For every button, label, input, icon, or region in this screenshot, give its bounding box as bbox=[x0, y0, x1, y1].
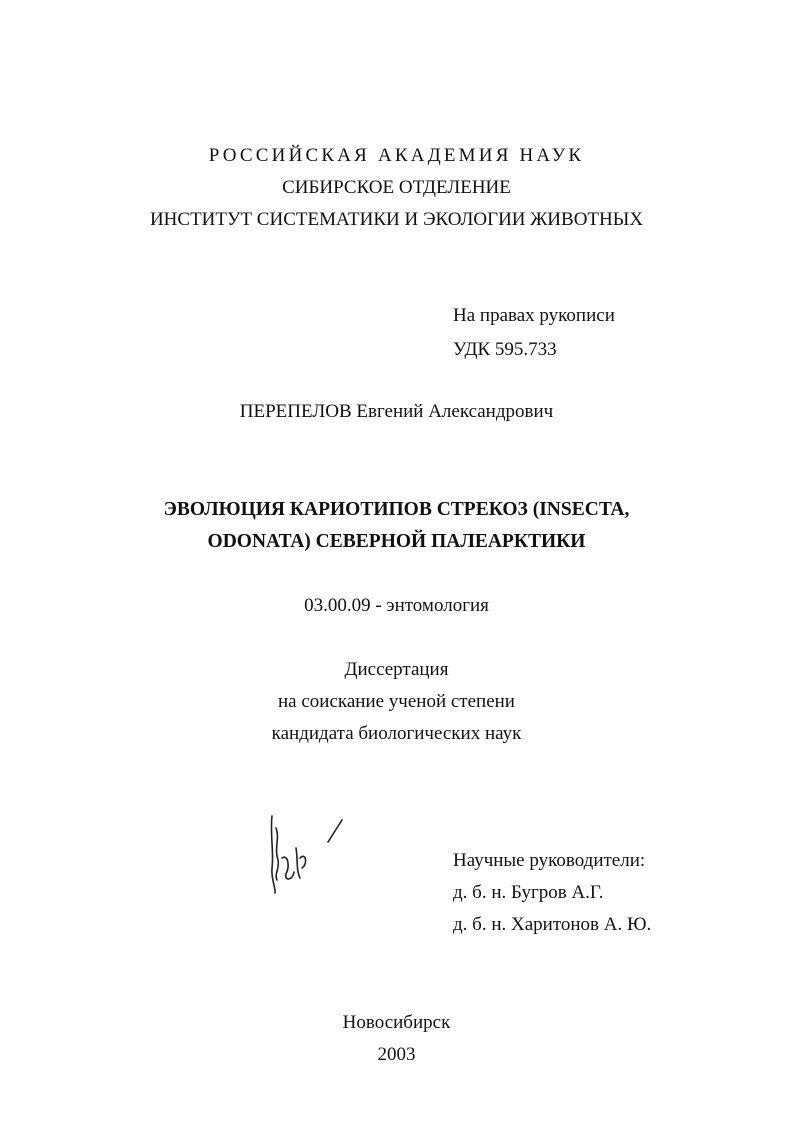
supervisor-2: д. б. н. Харитонов А. Ю. bbox=[453, 914, 652, 935]
branch-name: СИБИРСКОЕ ОТДЕЛЕНИЕ bbox=[282, 177, 511, 198]
author-name: ПЕРЕПЕЛОВ Евгений Александрович bbox=[239, 401, 554, 422]
manuscript-rights: На правах рукописи bbox=[453, 305, 615, 326]
degree-line-1: на соискание ученой степени bbox=[278, 691, 515, 712]
handwritten-signature bbox=[262, 808, 352, 898]
institute-name: ИНСТИТУТ СИСТЕМАТИКИ И ЭКОЛОГИИ ЖИВОТНЫХ bbox=[149, 209, 644, 230]
dissertation-label: Диссертация bbox=[344, 659, 449, 680]
year: 2003 bbox=[377, 1044, 416, 1065]
degree-line-2: кандидата биологических наук bbox=[271, 723, 522, 744]
title-line-2: ODONATA) СЕВЕРНОЙ ПАЛЕАРКТИКИ bbox=[207, 531, 586, 552]
academy-name: РОССИЙСКАЯ АКАДЕМИЯ НАУК bbox=[208, 145, 585, 166]
udc-code: УДК 595.733 bbox=[453, 339, 557, 360]
title-line-1: ЭВОЛЮЦИЯ КАРИОТИПОВ СТРЕКОЗ (INSECTA, bbox=[163, 499, 630, 520]
supervisor-1: д. б. н. Бугров А.Г. bbox=[453, 882, 604, 903]
specialty-code: 03.00.09 - энтомология bbox=[304, 595, 489, 616]
city-name: Новосибирск bbox=[342, 1012, 451, 1033]
supervisors-heading: Научные руководители: bbox=[453, 850, 646, 871]
